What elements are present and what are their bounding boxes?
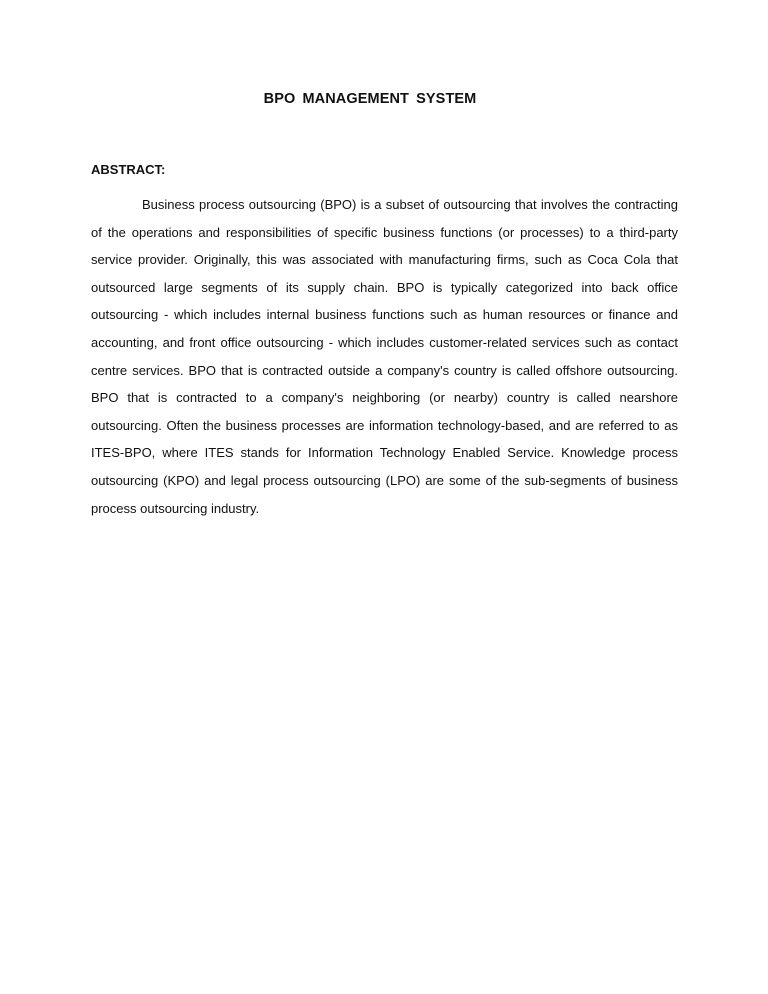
document-title: BPO MANAGEMENT SYSTEM [263, 91, 477, 107]
abstract-heading: ABSTRACT: [91, 162, 166, 177]
abstract-paragraph: Business process outsourcing (BPO) is a subset of outsourcing that involves the contracting of the operations and responsibilities of specific business functions (or processes) to a third-party service provider. Originally, this was associated with manufacturing firms, such as Coca Cola that outsourced large segments of its supply chain. BPO is typically categorized into back office outsourcing - which includes internal business functions such as human resources or finance and accounting, and front office outsourcing - which includes customer-related services such as contact centre services. BPO that is contracted outside a company's country is called offshore outsourcing. BPO that is contracted to a company's neighboring (or nearby) country is called nearshore outsourcing. Often the business processes are information technology-based, and are referred to as ITES-BPO, where ITES stands for Information Technology Enabled Service. Knowledge process outsourcing (KPO) and legal process outsourcing (LPO) are some of the sub-segments of business process outsourcing industry. [91, 197, 678, 516]
